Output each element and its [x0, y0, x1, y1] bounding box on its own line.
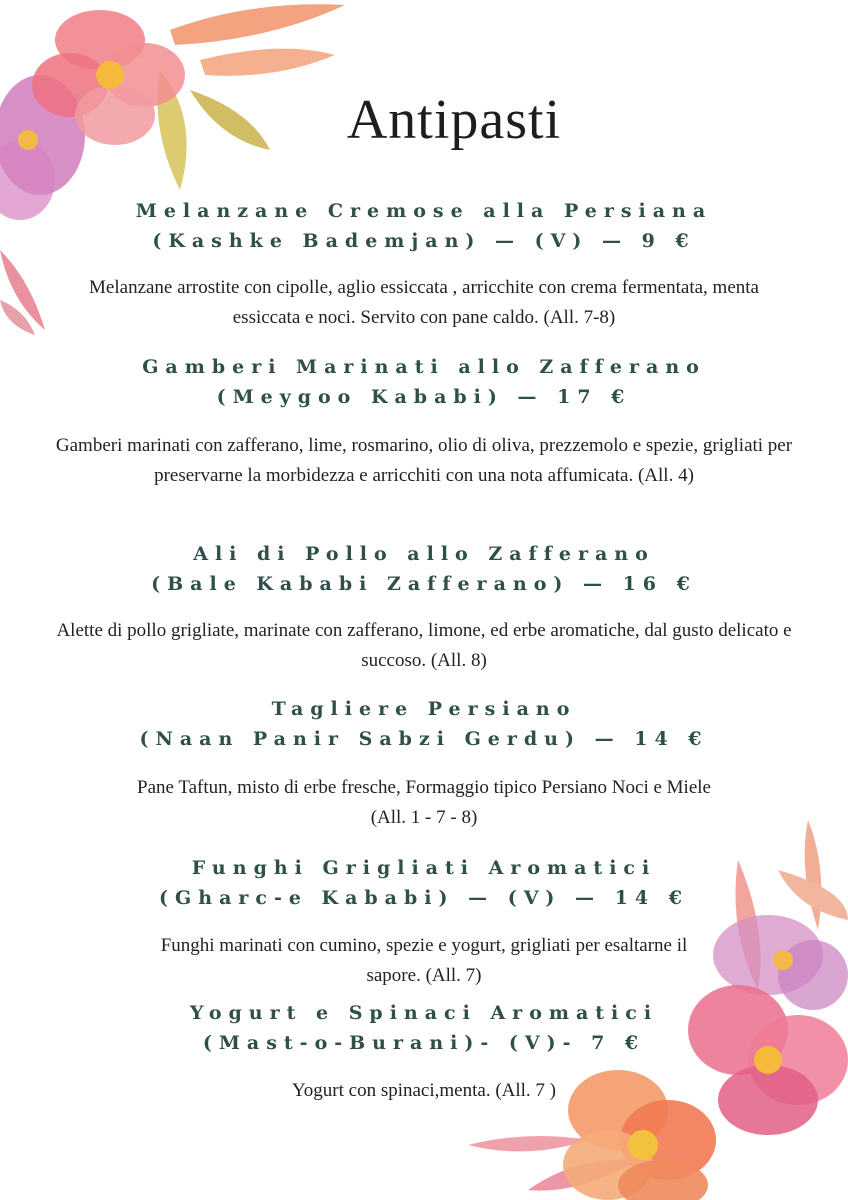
dish-name-line: Yogurt e Spinaci Aromatici: [189, 1002, 659, 1024]
dish-item: [0, 352, 848, 491]
dish-name-subline: (Gharc-e Kababi) — (V) — 14 €: [159, 887, 689, 909]
dish-name-subline: (Mast-o-Burani)- (V)- 7 €: [202, 1032, 646, 1054]
dish-name-line: Gamberi Marinati allo Zafferano: [142, 356, 706, 378]
dish-name-subline: (Kashke Bademjan) — (V) — 9 €: [152, 230, 696, 252]
dish-name-subline: (Meygoo Kababi) — 17 €: [216, 386, 632, 408]
dish-name-line: Melanzane Cremose alla Persiana: [135, 200, 713, 222]
dish-description: Yogurt con spinaci,menta. (All. 7 ): [291, 1080, 557, 1101]
dish-description: Alette di pollo grigliate, marinate con zafferano, limone, ed erbe aromatiche, dal gusto delicato e succoso. (All. 8): [56, 620, 792, 671]
dish-item: [0, 539, 848, 676]
dish-item: [0, 853, 848, 991]
dish-name: [0, 196, 848, 256]
dish-name-line: Funghi Grigliati Aromatici: [191, 857, 657, 879]
dish-name-line: Ali di Pollo allo Zafferano: [193, 543, 655, 565]
dish-name-line: Tagliere Persiano: [271, 698, 577, 720]
dish-description: Melanzane arrostite con cipolle, aglio essiccata , arricchite con crema fermentata, menta essiccata e noci. Servito con pane caldo. (All. 7-8): [89, 277, 759, 328]
dish-name: [0, 539, 848, 599]
dish-name: [0, 694, 848, 754]
dish-name-subline: (Bale Kababi Zafferano) — 16 €: [151, 573, 697, 595]
dish-item: [0, 196, 848, 333]
page-title: Antipasti: [346, 89, 562, 151]
dish-description: Gamberi marinati con zafferano, lime, rosmarino, olio di oliva, prezzemolo e spezie, grigliati per preservarne la morbidezza e arricchiti con una nota affumicata. (All. 4): [55, 435, 793, 486]
dish-item: [0, 694, 848, 833]
dish-name: [0, 853, 848, 913]
dish-name: [0, 352, 848, 412]
dish-name: [0, 998, 848, 1058]
dish-description: Funghi marinati con cumino, spezie e yogurt, grigliati per esaltarne il sapore. (All. 7): [160, 935, 688, 986]
dish-name-subline: (Naan Panir Sabzi Gerdu) — 14 €: [139, 728, 709, 750]
dish-item: [0, 998, 848, 1106]
dish-description: Pane Taftun, misto di erbe fresche, Formaggio tipico Persiano Noci e Miele (All. 1 - 7 - 8): [137, 777, 711, 828]
